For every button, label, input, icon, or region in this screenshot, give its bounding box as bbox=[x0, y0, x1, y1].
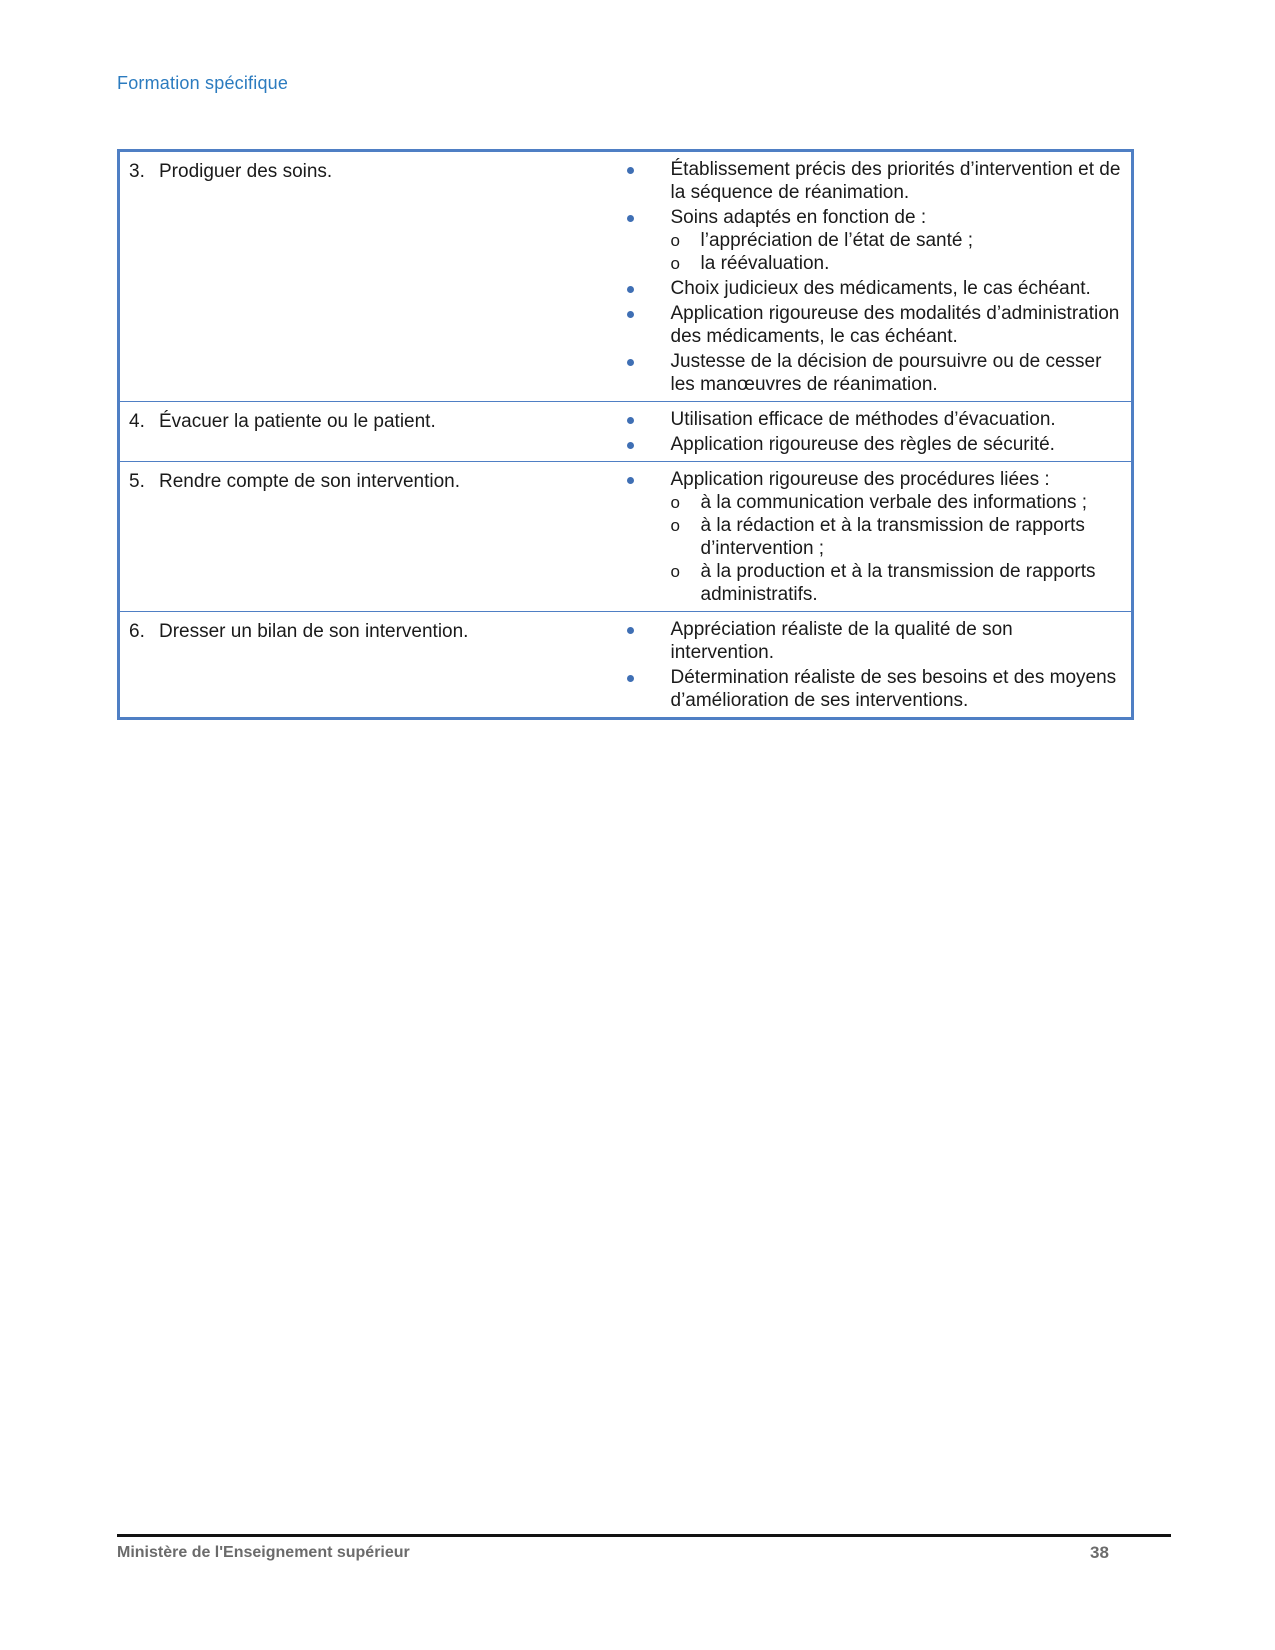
bullet-icon bbox=[627, 627, 634, 634]
element-cell bbox=[119, 151, 627, 402]
sub-criterion-item bbox=[671, 491, 1122, 514]
sub-criterion-text: la réévaluation. bbox=[700, 253, 830, 274]
sub-criterion-item bbox=[671, 514, 1122, 560]
table-row bbox=[119, 462, 1133, 612]
criterion-item bbox=[627, 206, 1122, 275]
table-row bbox=[119, 402, 1133, 462]
bullet-icon bbox=[627, 675, 634, 682]
page-number: 38 bbox=[1090, 1543, 1109, 1562]
sub-criterion-item bbox=[671, 229, 1122, 252]
criterion-text: Soins adaptés en fonction de : bbox=[670, 207, 927, 228]
competency-table-body bbox=[119, 151, 1133, 719]
sub-criterion-text: à la communication verbale des informations ; bbox=[700, 492, 1088, 513]
criterion-text: Justesse de la décision de poursuivre ou de cesser les manœuvres de réanimation. bbox=[670, 351, 1102, 395]
criterion-text: Application rigoureuse des procédures liées : bbox=[670, 469, 1050, 490]
bullet-icon bbox=[627, 311, 634, 318]
sub-criterion-item bbox=[671, 252, 1122, 275]
element-number: 3. bbox=[129, 161, 145, 182]
element-content bbox=[120, 612, 627, 643]
criterion-text: Application rigoureuse des modalités d’administration des médicaments, le cas échéant. bbox=[670, 303, 1120, 347]
circle-bullet-icon: o bbox=[670, 516, 680, 535]
circle-bullet-icon: o bbox=[670, 562, 680, 581]
element-content bbox=[120, 402, 627, 433]
element-text: Dresser un bilan de son intervention. bbox=[159, 621, 469, 642]
criteria-list bbox=[627, 402, 1132, 461]
circle-bullet-icon: o bbox=[670, 493, 680, 512]
criteria-list bbox=[627, 462, 1132, 611]
criterion-text: Détermination réaliste de ses besoins et des moyens d’amélioration de ses interventions. bbox=[670, 667, 1117, 711]
footer-divider bbox=[117, 1534, 1171, 1537]
criterion-item bbox=[627, 408, 1122, 431]
sub-criterion-item bbox=[671, 560, 1122, 606]
footer-ministry: Ministère de l'Enseignement supérieur bbox=[117, 1544, 410, 1561]
bullet-icon bbox=[627, 215, 634, 222]
circle-bullet-icon: o bbox=[670, 254, 680, 273]
criteria-cell bbox=[627, 462, 1133, 612]
criterion-item bbox=[627, 302, 1122, 348]
criteria-cell bbox=[627, 151, 1133, 402]
element-text: Rendre compte de son intervention. bbox=[159, 471, 461, 492]
circle-bullet-icon: o bbox=[670, 231, 680, 250]
criteria-cell bbox=[627, 612, 1133, 719]
element-cell bbox=[119, 462, 627, 612]
criteria-list bbox=[627, 152, 1132, 401]
element-number: 5. bbox=[129, 471, 145, 492]
bullet-icon bbox=[627, 477, 634, 484]
criteria-cell bbox=[627, 402, 1133, 462]
sub-criterion-text: à la rédaction et à la transmission de rapports d’intervention ; bbox=[700, 515, 1085, 559]
criterion-text: Appréciation réaliste de la qualité de son intervention. bbox=[670, 619, 1013, 663]
criteria-list bbox=[627, 612, 1132, 717]
bullet-icon bbox=[627, 442, 634, 449]
element-text: Prodiguer des soins. bbox=[159, 161, 333, 182]
table-row bbox=[119, 151, 1133, 402]
bullet-icon bbox=[627, 286, 634, 293]
element-content bbox=[120, 462, 627, 493]
sub-criterion-text: l’appréciation de l’état de santé ; bbox=[700, 230, 974, 251]
competency-table bbox=[117, 149, 1134, 720]
element-cell bbox=[119, 402, 627, 462]
criterion-item bbox=[627, 468, 1122, 606]
criterion-text: Utilisation efficace de méthodes d’évacuation. bbox=[670, 409, 1056, 430]
criterion-item bbox=[627, 433, 1122, 456]
criterion-item bbox=[627, 158, 1122, 204]
sub-criteria-list bbox=[671, 491, 1122, 606]
sub-criterion-text: à la production et à la transmission de rapports administratifs. bbox=[700, 561, 1096, 605]
page-header-title: Formation spécifique bbox=[117, 73, 289, 93]
criterion-item bbox=[627, 666, 1122, 712]
sub-criteria-list bbox=[671, 229, 1122, 275]
element-content bbox=[120, 152, 627, 183]
element-cell bbox=[119, 612, 627, 719]
bullet-icon bbox=[627, 417, 634, 424]
bullet-icon bbox=[627, 359, 634, 366]
criterion-item bbox=[627, 350, 1122, 396]
bullet-icon bbox=[627, 167, 634, 174]
table-row bbox=[119, 612, 1133, 719]
criterion-item bbox=[627, 618, 1122, 664]
criterion-text: Application rigoureuse des règles de sécurité. bbox=[670, 434, 1055, 455]
element-text: Évacuer la patiente ou le patient. bbox=[159, 411, 436, 432]
criterion-text: Établissement précis des priorités d’intervention et de la séquence de réanimation. bbox=[670, 159, 1121, 203]
element-number: 4. bbox=[129, 411, 145, 432]
criterion-item bbox=[627, 277, 1122, 300]
criterion-text: Choix judicieux des médicaments, le cas échéant. bbox=[670, 278, 1091, 299]
element-number: 6. bbox=[129, 621, 145, 642]
